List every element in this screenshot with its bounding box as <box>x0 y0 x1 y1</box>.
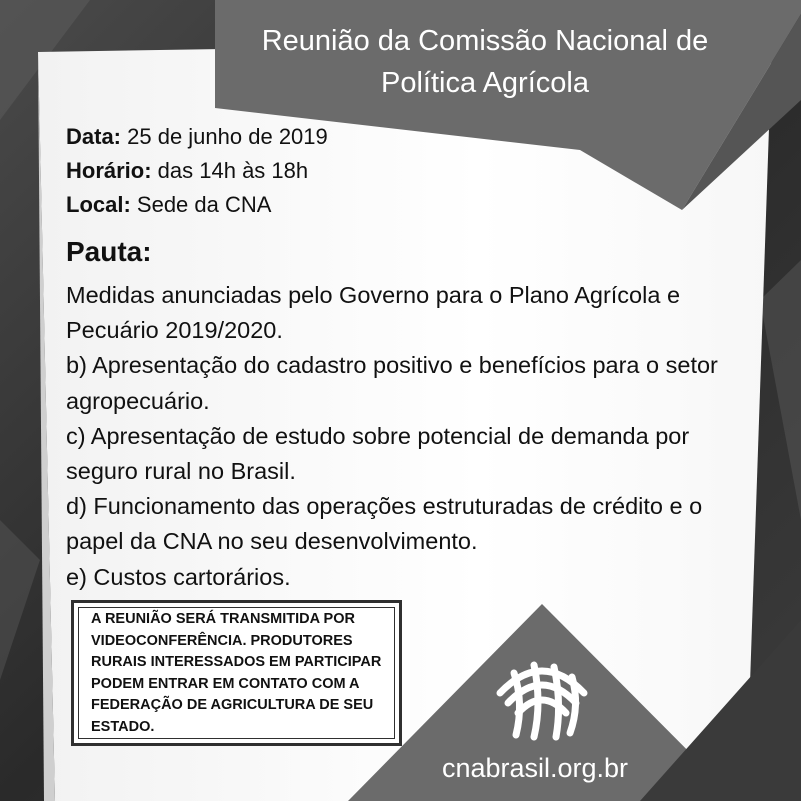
time-value: das 14h às 18h <box>151 158 309 183</box>
website-url: cnabrasil.org.br <box>441 753 629 783</box>
title-line-1: Reunião da Comissão Nacional de <box>261 25 709 57</box>
page-title <box>215 20 755 104</box>
place-value: Sede da CNA <box>130 192 272 217</box>
time-row <box>66 154 328 188</box>
cna-logo-icon <box>494 653 590 741</box>
agenda-list <box>66 278 756 595</box>
date-value: 25 de junho de 2019 <box>121 124 328 149</box>
notice-box <box>71 600 402 746</box>
agenda-item: c) Apresentação de estudo sobre potencial de demanda por seguro rural no Brasil. <box>66 422 690 485</box>
time-label: Horário: <box>66 158 152 183</box>
agenda-item: Medidas anunciadas pelo Governo para o Plano Agrícola e Pecuário 2019/2020. <box>66 282 681 344</box>
agenda-item: e) Custos cartorários. <box>66 563 291 590</box>
agenda-heading: Pauta: <box>66 236 152 267</box>
meeting-details <box>66 120 328 222</box>
notice-text: A REUNIÃO SERÁ TRANSMITIDA POR VIDEOCONFERÊNCIA. PRODUTORES RURAIS INTERESSADOS EM PARTICIPAR PODEM ENTRAR EM CONTATO COM A FEDERAÇÃO DE AGRICULTURA DE SEU ESTADO. <box>91 611 382 735</box>
agenda-item: d) Funcionamento das operações estruturadas de crédito e o papel da CNA no seu desenvolvimento. <box>66 493 703 555</box>
title-line-2: Política Agrícola <box>381 67 589 99</box>
place-label: Local: <box>66 192 131 217</box>
date-row <box>66 120 328 154</box>
agenda-item: b) Apresentação do cadastro positivo e benefícios para o setor agropecuário. <box>66 352 718 414</box>
date-label: Data: <box>66 124 122 149</box>
place-row <box>66 188 328 222</box>
